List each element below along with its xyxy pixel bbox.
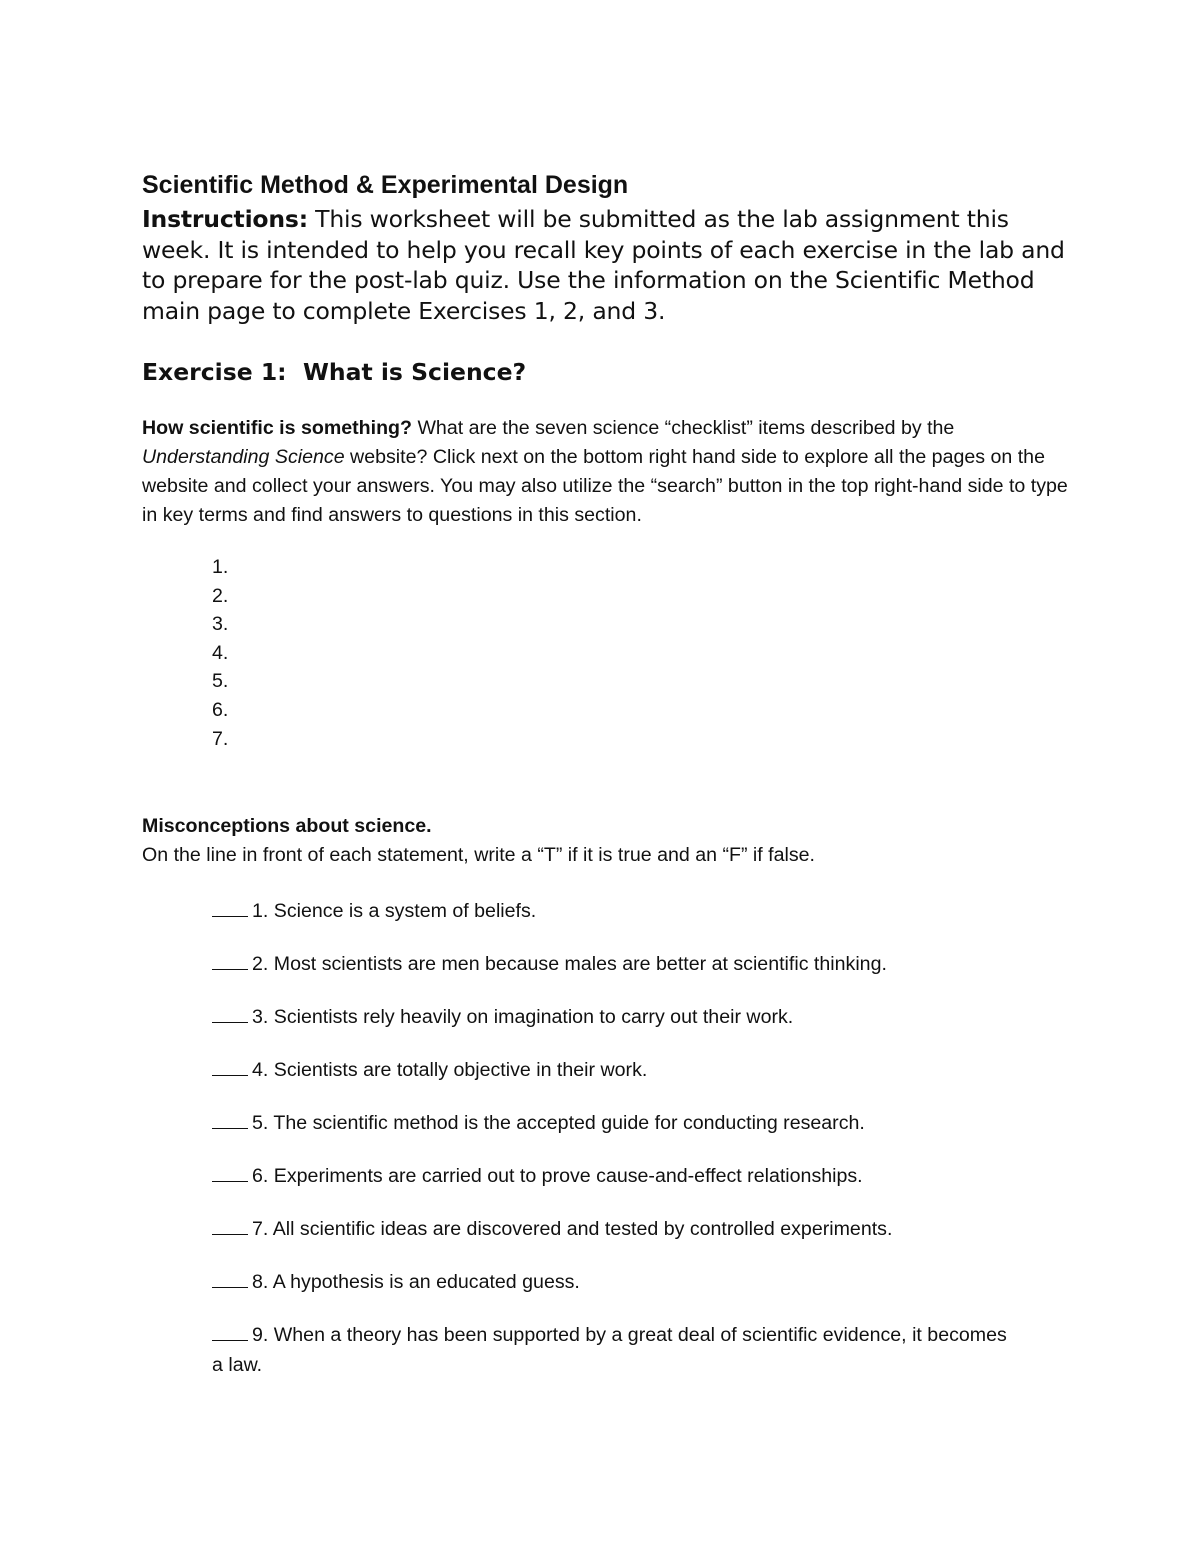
question-bold-lead: How scientific is something? (142, 417, 412, 439)
instructions-label: Instructions: (142, 205, 308, 233)
answer-blank-line[interactable] (212, 1057, 248, 1076)
answer-blank-line[interactable] (212, 1163, 248, 1182)
statement-text: 9. When a theory has been supported by a great deal of scientific evidence, it becomes a law. (212, 1324, 1007, 1376)
statement-item (212, 1162, 1012, 1192)
instructions-text: This worksheet will be submitted as the lab assignment this week. It is intended to help you recall key points of each exercise in the lab and to prepare for the post-lab quiz. Use the information on the Scientific Method main page to complete Exercises 1, 2, and 3. (142, 205, 1065, 325)
statement-text: 5. The scientific method is the accepted guide for conducting research. (252, 1112, 865, 1135)
answer-blank-line[interactable] (212, 1269, 248, 1288)
exercise-1-heading: Exercise 1: What is Science? (142, 358, 527, 386)
document-title: Scientific Method & Experimental Design (142, 171, 629, 199)
true-false-statements (142, 897, 1072, 1380)
exercise-1-question (142, 414, 1072, 530)
statement-item (212, 1268, 1012, 1298)
statement-item (212, 1215, 1012, 1245)
checklist-answer-list (142, 553, 1072, 753)
list-item: 5. (212, 670, 229, 693)
question-text-part2: website? Click next on the bottom right hand side to explore all the pages on the website and collect your answers. You may also utilize the “search” button in the top right-hand side to type in key terms and find answers to questions in this section. (142, 446, 1068, 526)
statement-item (212, 950, 1012, 980)
answer-blank-line[interactable] (212, 1004, 248, 1023)
list-item: 2. (212, 584, 229, 607)
statement-text: 1. Science is a system of beliefs. (252, 900, 537, 923)
instructions-paragraph (142, 204, 1072, 326)
question-text-part1: What are the seven science “checklist” items described by the (412, 417, 955, 439)
statement-text: 8. A hypothesis is an educated guess. (252, 1271, 580, 1294)
list-item: 4. (212, 641, 229, 664)
worksheet-page (142, 168, 1072, 1404)
statement-text: 2. Most scientists are men because males are better at scientific thinking. (252, 953, 887, 976)
statement-item (212, 897, 1012, 927)
answer-blank-line[interactable] (212, 1322, 248, 1341)
statement-text: 6. Experiments are carried out to prove cause-and-effect relationships. (252, 1165, 863, 1188)
statement-text: 4. Scientists are totally objective in their work. (252, 1059, 648, 1082)
misconceptions-heading: Misconceptions about science. (142, 815, 432, 838)
statement-item (212, 1109, 1012, 1139)
statement-text: 3. Scientists rely heavily on imagination to carry out their work. (252, 1006, 794, 1029)
question-italic-site: Understanding Science (142, 446, 345, 468)
statement-text: 7. All scientific ideas are discovered and tested by controlled experiments. (252, 1218, 893, 1241)
statement-item (212, 1056, 1012, 1086)
answer-blank-line[interactable] (212, 1110, 248, 1129)
list-item: 3. (212, 613, 229, 636)
answer-blank-line[interactable] (212, 1216, 248, 1235)
list-item: 1. (212, 556, 229, 578)
statement-item (212, 1321, 1012, 1380)
answer-blank-line[interactable] (212, 951, 248, 970)
misconceptions-instruction: On the line in front of each statement, write a “T” if it is true and an “F” if false. (142, 844, 815, 867)
list-item: 6. (212, 698, 229, 721)
list-item: 7. (212, 727, 229, 750)
statement-item (212, 1003, 1012, 1033)
answer-blank-line[interactable] (212, 898, 248, 917)
